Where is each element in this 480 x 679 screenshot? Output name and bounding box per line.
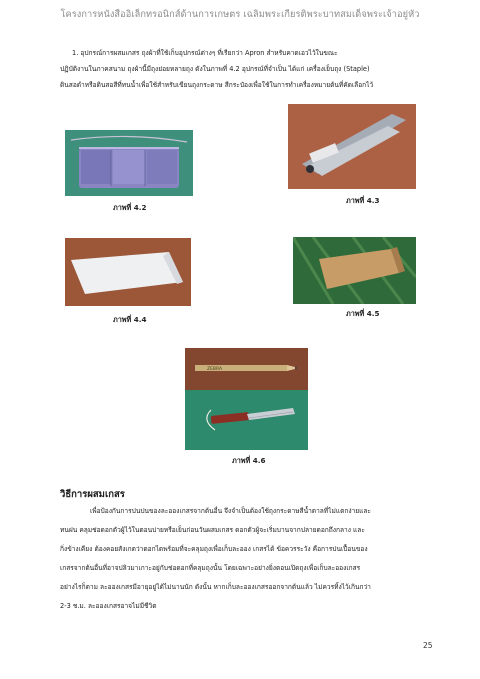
section2-line: เกสรจากต้นอื่นที่อาจปลิวมาเกาะอยู่กับช่อดอกที่คลุมถุงนั้น โดยเฉพาะอย่างยิ่งตอนเปิดถุงเพื่อเก็บละอองเกสร xyxy=(60,564,361,572)
apron-photo xyxy=(65,130,193,196)
page-number: 25 xyxy=(423,641,433,650)
section1-line: ดินสอดำหรือดินสอสีที่ทนน้ำเพื่อใช้สำหรับเขียนถุงกระดาษ สีกระป๋องเพื่อใช้ในการทำเครื่องหมายต้นที่คัดเลือกไว้ xyxy=(60,81,374,89)
figure-caption: ภาพที่ 4.5 xyxy=(346,309,380,318)
pencil-brand: ZEBRA xyxy=(207,367,223,372)
figure-caption: ภาพที่ 4.4 xyxy=(113,315,147,324)
section2-line: 2-3 ช.ม. ละอองเกสรอาจไม่มีชีวิต xyxy=(60,602,157,610)
section2-line: ทนฝน คลุมช่อดอกตัวผู้ไว้ในตอนบ่ายหรือเย็นก่อนวันผสมเกสร ดอกตัวผู้จะเริ่มบานจากปลายดอกถึงกลาง และ xyxy=(60,526,365,534)
stapler-photo xyxy=(288,104,416,189)
section2-paragraph xyxy=(60,502,432,616)
section2-line: เพื่อป้องกันการปนปนของละอองเกสรจากต้นอื่น จึงจำเป็นต้องใช้ถุงกระดาษสีน้ำตาลที่ไม่แตกง่ายและ xyxy=(90,507,371,515)
section1-line: ปฏิบัติงานในภาคสนาม ถุงผ้านี้มีถุงย่อยหลายถุง ดังในภาพที่ 4.2 อุปกรณ์ที่จำเป็น ได้แก่ เครื่องเย็บถุง (Staple) xyxy=(60,65,370,73)
section1-line: 1. อุปกรณ์การผสมเกสร ถุงผ้าที่ใช้เก็บอุปกรณ์ต่างๆ ที่เรียกว่า Apron สำหรับคาดเอวไว้ในขณะ xyxy=(72,49,338,57)
figure-caption: ภาพที่ 4.3 xyxy=(346,196,380,205)
section2-line: กิ่งข้างเคียง ต้องคอยสังเกตว่าดอกไดพร้อมที่จะคลุมถุงเพื่อเก็บละออง เกสรได้ ข้อควรระวัง คือการปนเปื้อนของ xyxy=(60,545,368,553)
section2-line: อย่างไรก็ตาม ละอองเกสรมีอายุอยู่ได้ไม่นานนัก ดังนั้น หากเก็บละอองเกสรออกจากต้นแล้ว ไม่ควรทิ้งไว้เกินกว่า xyxy=(60,583,371,591)
figure-caption: ภาพที่ 4.6 xyxy=(232,456,266,465)
section-heading: วิธีการผสมเกสร xyxy=(60,489,125,500)
page-header: โครงการหนังสืออิเล็กทรอนิกส์ด้านการเกษตร เฉลิมพระเกียรติพระบาทสมเด็จพระเจ้าอยู่หัว xyxy=(60,9,420,20)
knife-photo xyxy=(185,390,308,450)
figure-caption: ภาพที่ 4.2 xyxy=(113,203,147,212)
section1-paragraph xyxy=(60,45,432,93)
pencil-photo xyxy=(185,348,308,390)
bagged-flower-photo xyxy=(293,237,416,304)
paper-bag-photo xyxy=(65,238,191,306)
